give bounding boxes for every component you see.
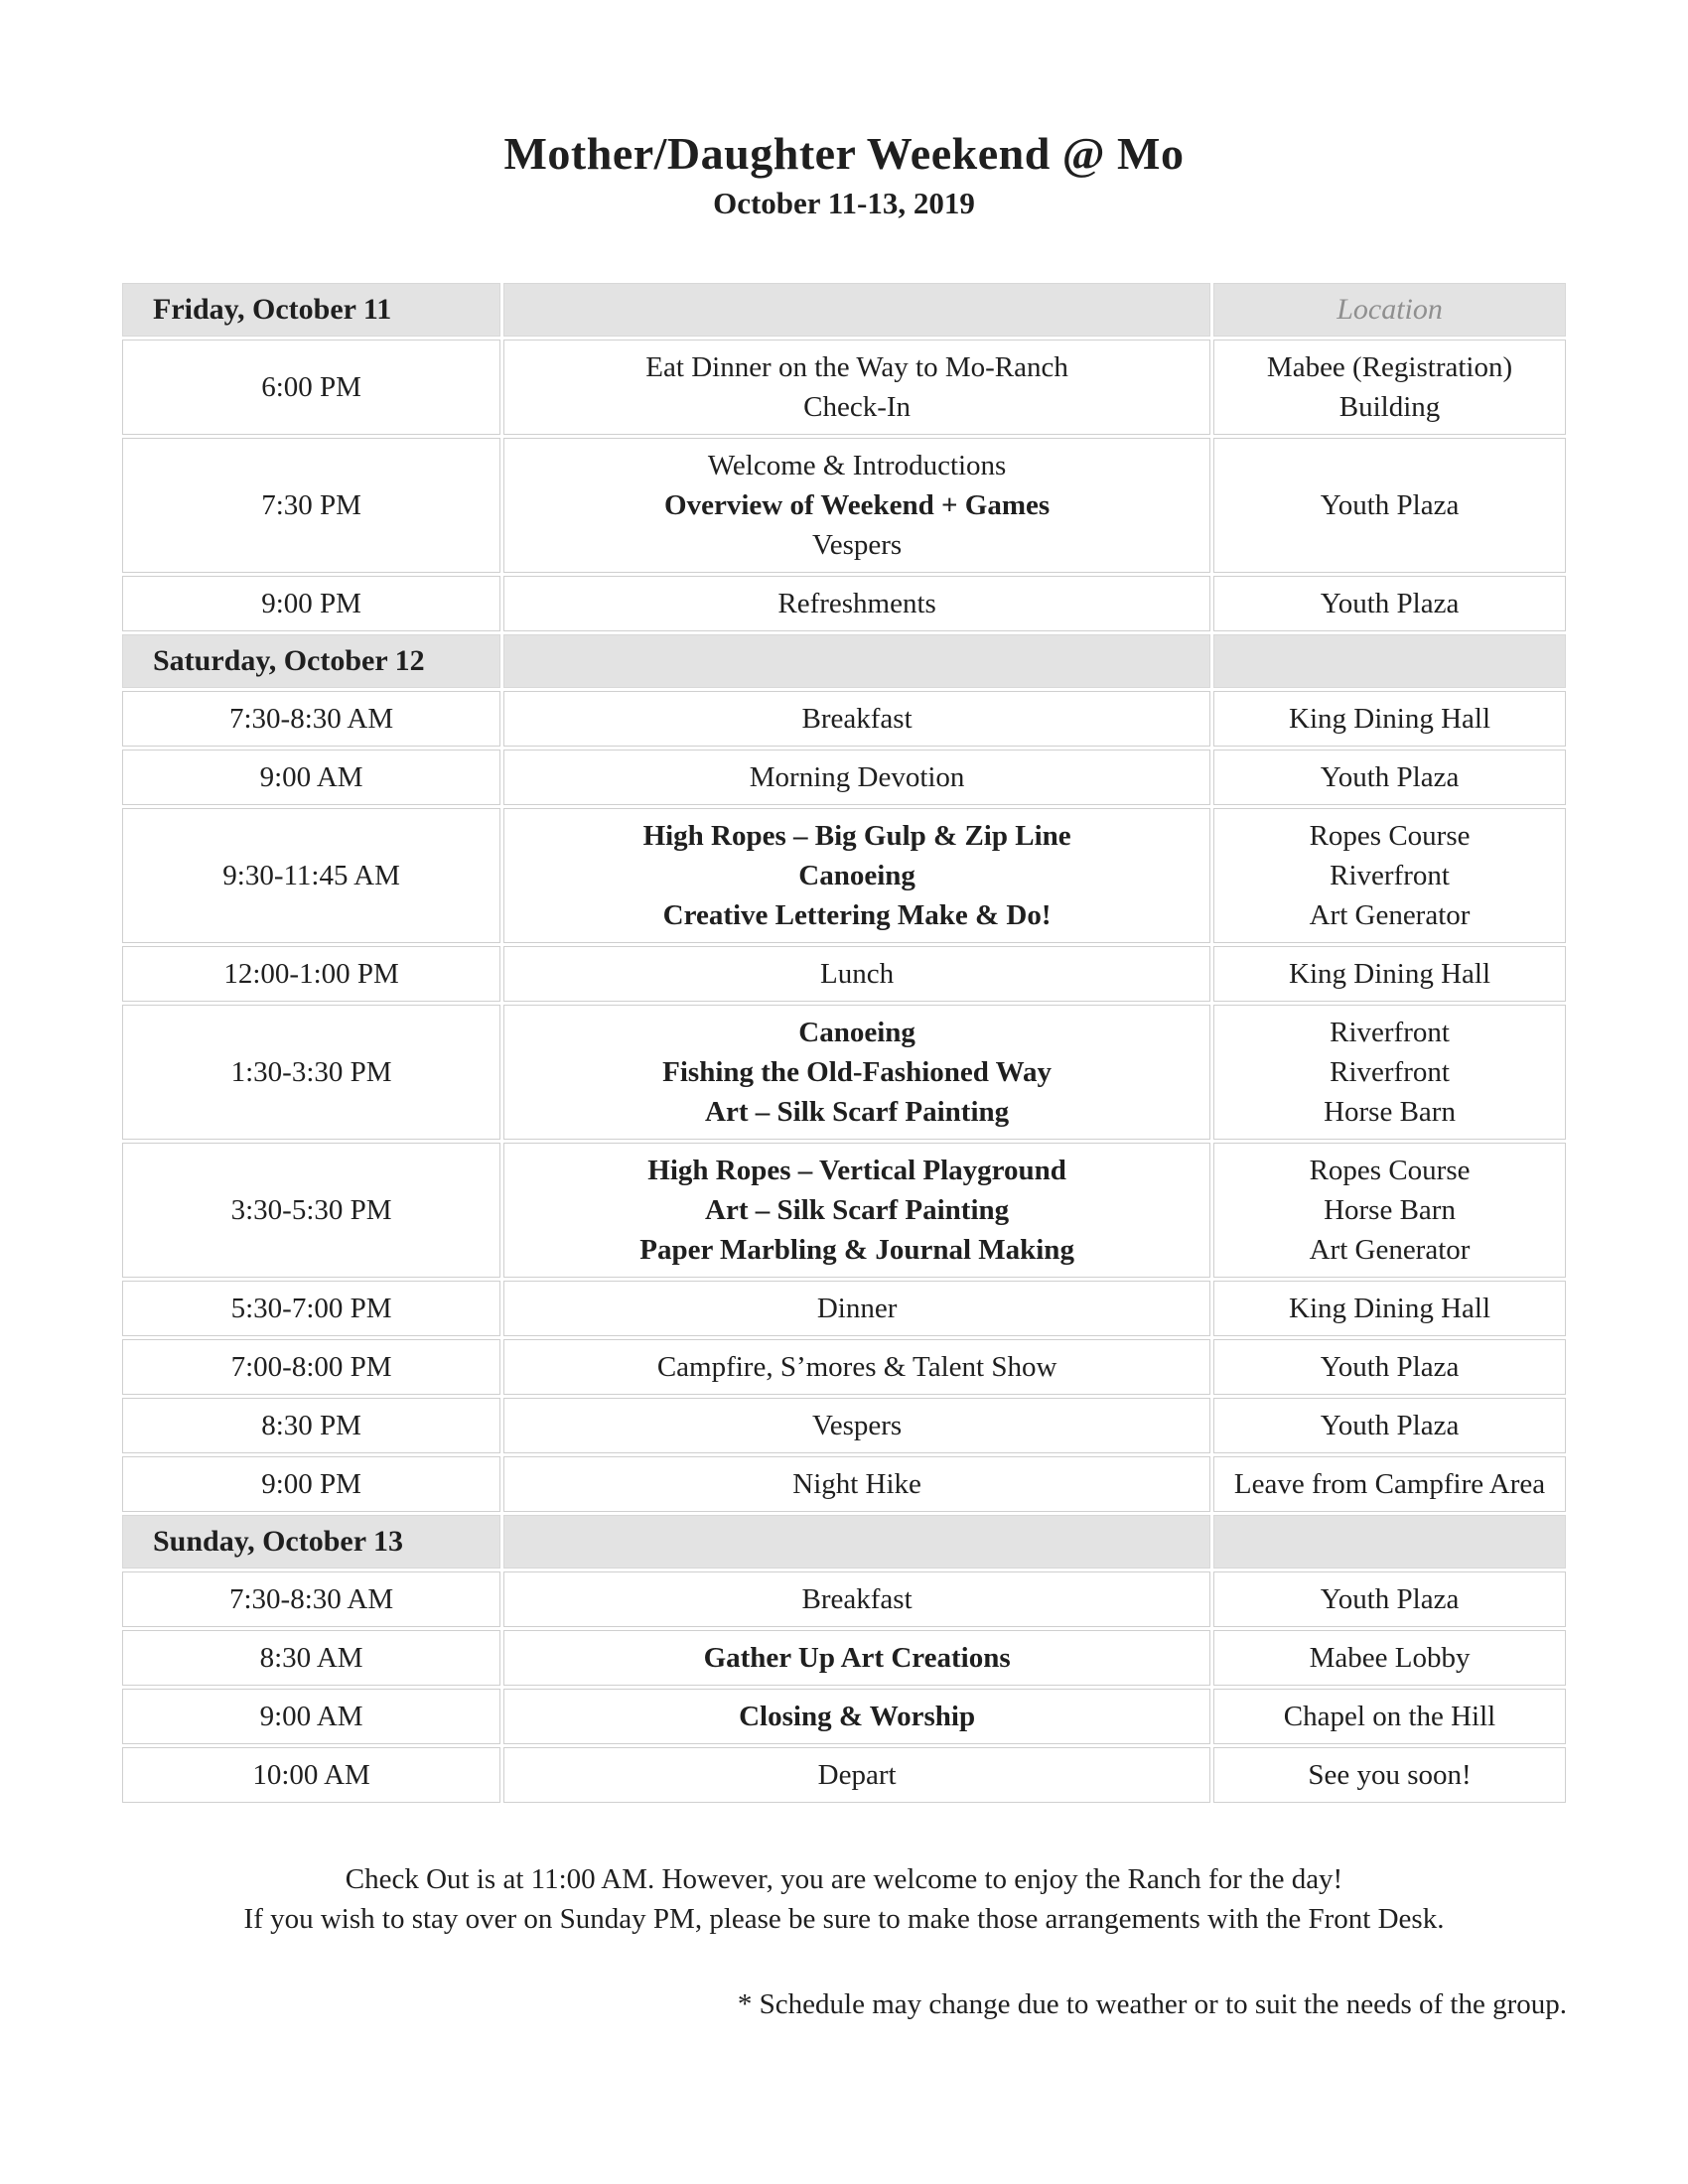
event-time: 9:00 AM [122,1689,500,1744]
event-row [122,750,1566,805]
event-activities [503,438,1210,573]
page-title: Mother/Daughter Weekend @ Mo [503,128,1185,179]
event-time: 9:30-11:45 AM [122,808,500,943]
event-locations [1213,1398,1566,1453]
event-time: 7:30-8:30 AM [122,1571,500,1627]
event-row [122,438,1566,573]
schedule-table [119,280,1569,1806]
location-line: Riverfront [1330,1017,1450,1048]
section-spacer-cell [503,283,1210,337]
location-column-header [1213,1515,1566,1569]
activity-line: High Ropes – Vertical Playground [647,1155,1066,1186]
event-activities [503,946,1210,1002]
event-locations [1213,1143,1566,1278]
event-locations [1213,1456,1566,1512]
location-line: Youth Plaza [1320,588,1460,619]
event-time: 1:30-3:30 PM [122,1005,500,1140]
activity-line: Closing & Worship [739,1701,976,1732]
event-activities [503,340,1210,435]
event-locations [1213,1689,1566,1744]
event-row [122,576,1566,631]
activity-line: Canoeing [798,1017,915,1048]
event-locations [1213,691,1566,747]
event-row [122,1747,1566,1803]
event-activities [503,1143,1210,1278]
event-row [122,1630,1566,1686]
event-time: 3:30-5:30 PM [122,1143,500,1278]
location-line: King Dining Hall [1289,958,1491,990]
section-day-label: Saturday, October 12 [122,634,500,688]
section-day-label: Sunday, October 13 [122,1515,500,1569]
location-line: Youth Plaza [1320,1351,1460,1383]
event-activities [503,750,1210,805]
activity-line: Lunch [820,958,895,990]
checkout-note-line: If you wish to stay over on Sunday PM, please be sure to make those arrangements with the Front Desk. [243,1903,1445,1935]
event-locations [1213,576,1566,631]
event-time: 7:30-8:30 AM [122,691,500,747]
section-spacer-cell [503,634,1210,688]
event-locations [1213,808,1566,943]
event-locations [1213,946,1566,1002]
event-row [122,1689,1566,1744]
event-time: 9:00 AM [122,750,500,805]
location-column-header: Location [1213,283,1566,337]
event-locations [1213,1747,1566,1803]
event-activities [503,1456,1210,1512]
section-row [122,634,1566,688]
event-activities [503,1630,1210,1686]
event-activities [503,576,1210,631]
location-line: Riverfront [1330,1056,1450,1088]
page-subtitle: October 11-13, 2019 [713,186,975,220]
location-line: Horse Barn [1324,1096,1456,1128]
event-time: 5:30-7:00 PM [122,1281,500,1336]
event-locations [1213,750,1566,805]
location-line: Youth Plaza [1320,761,1460,793]
event-activities [503,808,1210,943]
location-line: Ropes Course [1309,1155,1471,1186]
event-activities [503,1398,1210,1453]
activity-line: Gather Up Art Creations [703,1642,1011,1674]
event-activities [503,1339,1210,1395]
event-activities [503,1571,1210,1627]
event-time: 7:00-8:00 PM [122,1339,500,1395]
checkout-note-line: Check Out is at 11:00 AM. However, you are welcome to enjoy the Ranch for the day! [345,1863,1343,1895]
activity-line: Art – Silk Scarf Painting [705,1096,1010,1128]
event-time: 12:00-1:00 PM [122,946,500,1002]
location-line: Riverfront [1330,860,1450,891]
event-row [122,1456,1566,1512]
event-row [122,1571,1566,1627]
activity-line: Fishing the Old-Fashioned Way [662,1056,1053,1088]
section-row [122,283,1566,337]
event-time: 9:00 PM [122,576,500,631]
event-activities [503,1689,1210,1744]
location-line: Horse Barn [1324,1194,1456,1226]
activity-line: Morning Devotion [749,761,965,793]
location-line: Ropes Course [1309,820,1471,852]
activity-line: Check-In [803,391,912,423]
location-line: Youth Plaza [1320,489,1460,521]
event-row [122,1339,1566,1395]
location-line: King Dining Hall [1289,703,1491,735]
event-time: 9:00 PM [122,1456,500,1512]
location-line: Mabee Lobby [1309,1642,1471,1674]
activity-line: Welcome & Introductions [707,450,1007,481]
event-time: 6:00 PM [122,340,500,435]
event-time: 7:30 PM [122,438,500,573]
section-day-label: Friday, October 11 [122,283,500,337]
location-line: Leave from Campfire Area [1233,1468,1546,1500]
event-activities [503,691,1210,747]
activity-line: High Ropes – Big Gulp & Zip Line [642,820,1071,852]
location-line: Art Generator [1309,1234,1471,1266]
activity-line: Night Hike [792,1468,921,1500]
event-locations [1213,1571,1566,1627]
event-row [122,691,1566,747]
event-activities [503,1005,1210,1140]
activity-line: Art – Silk Scarf Painting [705,1194,1010,1226]
activity-line: Paper Marbling & Journal Making [639,1234,1074,1266]
event-row [122,946,1566,1002]
event-time: 10:00 AM [122,1747,500,1803]
location-column-header [1213,634,1566,688]
section-spacer-cell [503,1515,1210,1569]
event-row [122,1143,1566,1278]
event-locations [1213,340,1566,435]
event-row [122,340,1566,435]
activity-line: Depart [817,1759,897,1791]
event-locations [1213,1281,1566,1336]
event-row [122,808,1566,943]
location-line: Art Generator [1309,899,1471,931]
event-activities [503,1281,1210,1336]
event-row [122,1281,1566,1336]
activity-line: Creative Lettering Make & Do! [662,899,1052,931]
activity-line: Vespers [812,529,903,561]
event-locations [1213,438,1566,573]
event-row [122,1398,1566,1453]
event-time: 8:30 AM [122,1630,500,1686]
activity-line: Breakfast [801,1583,913,1615]
schedule-disclaimer: * Schedule may change due to weather or to suit the needs of the group. [737,1988,1567,2020]
checkout-notes [119,1859,1569,1939]
location-line: See you soon! [1308,1759,1472,1791]
activity-line: Breakfast [801,703,913,735]
activity-line: Overview of Weekend + Games [664,489,1051,521]
activity-line: Dinner [816,1293,898,1324]
event-locations [1213,1339,1566,1395]
activity-line: Canoeing [798,860,915,891]
event-row [122,1005,1566,1140]
location-line: King Dining Hall [1289,1293,1491,1324]
event-time: 8:30 PM [122,1398,500,1453]
location-line: Mabee (Registration) Building [1266,351,1513,423]
location-line: Chapel on the Hill [1283,1701,1496,1732]
location-line: Youth Plaza [1320,1410,1460,1441]
section-row [122,1515,1566,1569]
event-activities [503,1747,1210,1803]
event-locations [1213,1005,1566,1140]
activity-line: Eat Dinner on the Way to Mo-Ranch [645,351,1068,383]
activity-line: Vespers [812,1410,903,1441]
location-line: Youth Plaza [1320,1583,1460,1615]
activity-line: Campfire, S’mores & Talent Show [656,1351,1057,1383]
event-locations [1213,1630,1566,1686]
activity-line: Refreshments [777,588,936,619]
schedule-table-body [122,283,1566,1803]
